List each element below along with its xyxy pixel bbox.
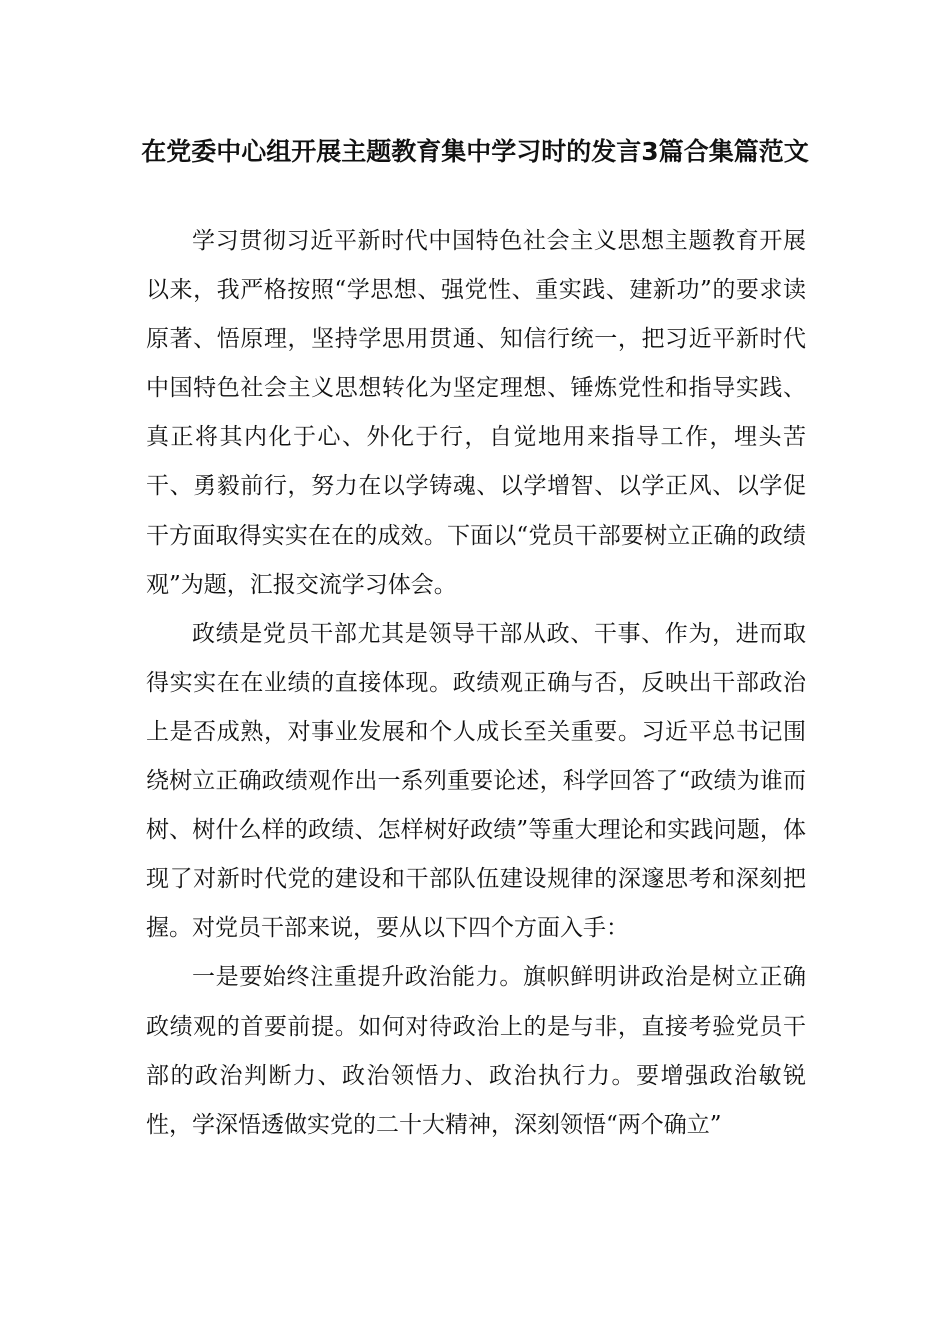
paragraph-political-achievements: 政绩是党员干部尤其是领导干部从政、干事、作为，进而取得实实在在业绩的直接体现。政绩观正确与否，反映出干部政治上是否成熟，对事业发展和个人成长至关重要。习近平总书记围绕树立正确政绩观作出一系列重要论述，科学回答了“政绩为谁而树、树什么样的政绩、怎样树好政绩”等重大理论和实践问题，体现了对新时代党的建设和干部队伍建设规律的深邃思考和深刻把握。对党员干部来说，要从以下四个方面入手： [146, 620, 806, 942]
document-title: 在党委中心组开展主题教育集中学习时的发言3篇合集篇范文 [141, 137, 809, 166]
paragraph-intro: 学习贯彻习近平新时代中国特色社会主义思想主题教育开展以来，我严格按照“学思想、强党性、重实践、建新功”的要求读原著、悟原理，坚持学思用贯通、知信行统一，把习近平新时代中国特色社会主义思想转化为坚定理想、锤炼党性和指导实践、真正将其内化于心、外化于行，自觉地用来指导工作，埋头苦干、勇毅前行，努力在以学铸魂、以学增智、以学正风、以学促干方面取得实实在在的成效。下面以“党员干部要树立正确的政绩观”为题，汇报交流学习体会。 [146, 228, 806, 598]
document-body [146, 217, 806, 1150]
paragraph-political-ability: 一是要始终注重提升政治能力。旗帜鲜明讲政治是树立正确政绩观的首要前提。如何对待政治上的是与非，直接考验党员干部的政治判断力、政治领悟力、政治执行力。要增强政治敏锐性，学深悟透做实党的二十大精神，深刻领悟“两个确立” [146, 964, 806, 1138]
